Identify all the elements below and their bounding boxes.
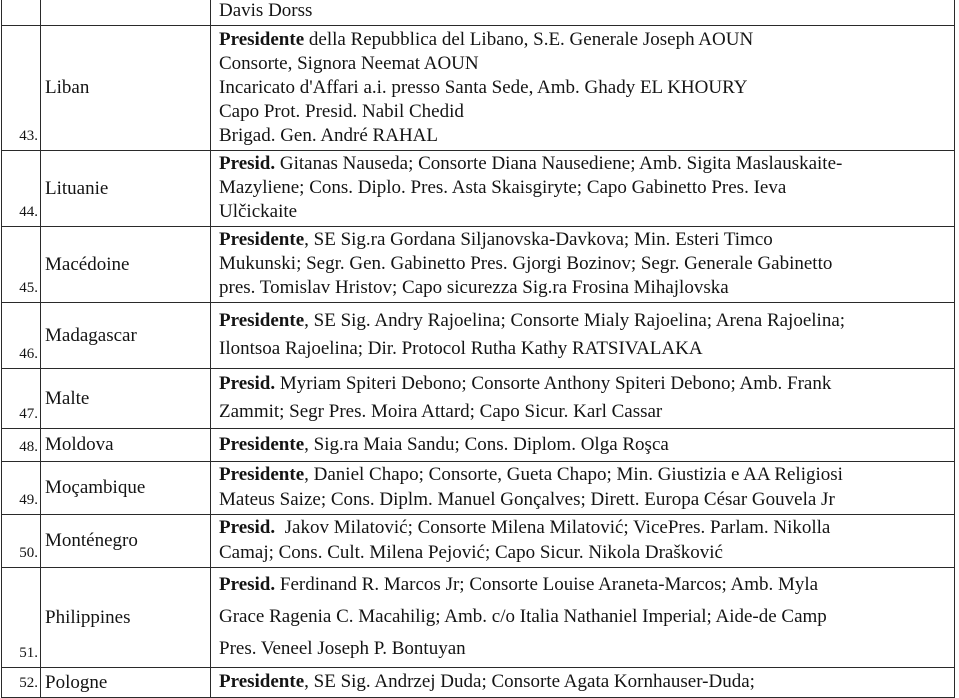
- table-row: [2, 515, 955, 568]
- delegation-line: Incaricato d'Affari a.i. presso Santa Sede, Amb. Ghady EL KHOURY: [219, 76, 748, 98]
- table-row: [2, 369, 955, 429]
- delegation-line: Grace Ragenia C. Macahilig; Amb. c/o Italia Nathaniel Imperial; Aide-de Camp: [219, 606, 827, 627]
- delegation-head-title: Presidente: [219, 464, 305, 485]
- delegation-names: [211, 668, 955, 698]
- row-number: 43.: [2, 26, 41, 151]
- delegation-names: [211, 515, 955, 568]
- row-number: 47.: [2, 369, 41, 429]
- row-number: 48.: [2, 429, 41, 462]
- delegation-line: Davis Dorss: [219, 0, 313, 21]
- delegation-line: Zammit; Segr Pres. Moira Attard; Capo Sicur. Karl Cassar: [219, 401, 663, 422]
- row-number: 49.: [2, 462, 41, 515]
- delegation-line: , Sig.ra Maia Sandu; Cons. Diplom. Olga Roşca: [304, 433, 669, 455]
- row-number: 52.: [2, 668, 41, 698]
- table-row: [2, 668, 955, 698]
- delegation-head-title: Presid.: [219, 574, 276, 595]
- delegation-names: [211, 462, 955, 515]
- country-name: [41, 0, 211, 26]
- table-row: [2, 227, 955, 303]
- table-row: [2, 429, 955, 462]
- delegation-line: pres. Tomislav Hristov; Capo sicurezza Sig.ra Frosina Mihajlovska: [219, 277, 729, 298]
- delegation-line: Ulčickaite: [219, 201, 298, 222]
- country-name: Malte: [41, 369, 211, 429]
- table-row: [2, 568, 955, 668]
- row-number: 44.: [2, 151, 41, 227]
- delegation-names: [211, 303, 955, 369]
- country-name: Moldova: [41, 429, 211, 462]
- delegation-names: [211, 568, 955, 668]
- delegation-names: [211, 26, 955, 151]
- delegation-line: Mateus Saize; Cons. Diplm. Manuel Gonçalves; Dirett. Europa César Gouvela Jr: [219, 488, 835, 510]
- delegation-table: [1, 0, 955, 698]
- delegation-line: Mukunski; Segr. Gen. Gabinetto Pres. Gjorgi Bozinov; Segr. Generale Gabinetto: [219, 253, 833, 274]
- country-name: Madagascar: [41, 303, 211, 369]
- row-number: 51.: [2, 568, 41, 668]
- delegation-head-title: Presidente: [219, 229, 305, 250]
- delegation-head-title: Presid.: [219, 517, 276, 538]
- delegation-line: Ferdinand R. Marcos Jr; Consorte Louise Araneta-Marcos; Amb. Myla: [275, 574, 819, 595]
- delegation-line: , Daniel Chapo; Consorte, Gueta Chapo; Min. Giustizia e AA Religiosi: [304, 464, 843, 485]
- table-row: [2, 462, 955, 515]
- delegation-names: [211, 151, 955, 227]
- row-number: 45.: [2, 227, 41, 303]
- delegation-line: , SE Sig. Andrzej Duda; Consorte Agata Kornhauser-Duda;: [304, 671, 755, 692]
- table-row: [2, 26, 955, 151]
- delegation-line: , SE Sig. Andry Rajoelina; Consorte Mialy Rajoelina; Arena Rajoelina;: [304, 310, 846, 331]
- delegation-line: Camaj; Cons. Cult. Milena Pejović; Capo Sicur. Nikola Drašković: [219, 541, 723, 563]
- row-number: 46.: [2, 303, 41, 369]
- delegation-line: Pres. Veneel Joseph P. Bontuyan: [219, 638, 466, 659]
- delegation-names: [211, 369, 955, 429]
- country-name: Monténegro: [41, 515, 211, 568]
- country-name: Macédoine: [41, 227, 211, 303]
- delegation-line: Myriam Spiteri Debono; Consorte Anthony Spiteri Debono; Amb. Frank: [275, 373, 832, 394]
- delegation-line: Capo Prot. Presid. Nabil Chedid: [219, 100, 464, 122]
- country-name: Moçambique: [41, 462, 211, 515]
- delegation-head-title: Presidente: [219, 433, 305, 455]
- table-row: [2, 303, 955, 369]
- delegation-line: Mazyliene; Cons. Diplo. Pres. Asta Skaisgiryte; Capo Gabinetto Pres. Ieva: [219, 177, 787, 198]
- country-name: Philippines: [41, 568, 211, 668]
- row-number: 50.: [2, 515, 41, 568]
- delegation-line: Brigad. Gen. André RAHAL: [219, 124, 438, 146]
- delegation-line: Ilontsoa Rajoelina; Dir. Protocol Rutha Kathy RATSIVALAKA: [219, 338, 703, 359]
- delegation-line: , SE Sig.ra Gordana Siljanovska-Davkova; Min. Esteri Timco: [304, 229, 773, 250]
- delegation-head-title: Presid.: [219, 153, 276, 174]
- delegation-line: Consorte, Signora Neemat AOUN: [219, 52, 479, 74]
- row-number: [2, 0, 41, 26]
- delegation-head-title: Presidente: [219, 671, 305, 692]
- delegation-line: della Repubblica del Libano, S.E. Generale Joseph AOUN: [304, 28, 754, 50]
- table-row: [2, 0, 955, 26]
- delegation-names: [211, 227, 955, 303]
- delegation-head-title: Presid.: [219, 373, 276, 394]
- country-name: Liban: [41, 26, 211, 151]
- delegation-head-title: Presidente: [219, 28, 305, 50]
- delegation-names: [211, 429, 955, 462]
- delegation-names: [211, 0, 955, 26]
- table-row: [2, 151, 955, 227]
- country-name: Pologne: [41, 668, 211, 698]
- country-name: Lituanie: [41, 151, 211, 227]
- delegation-head-title: Presidente: [219, 310, 305, 331]
- delegation-line: Gitanas Nauseda; Consorte Diana Nausediene; Amb. Sigita Maslauskaite-: [275, 153, 843, 174]
- delegation-line: Jakov Milatović; Consorte Milena Milatović; VicePres. Parlam. Nikolla: [275, 517, 831, 538]
